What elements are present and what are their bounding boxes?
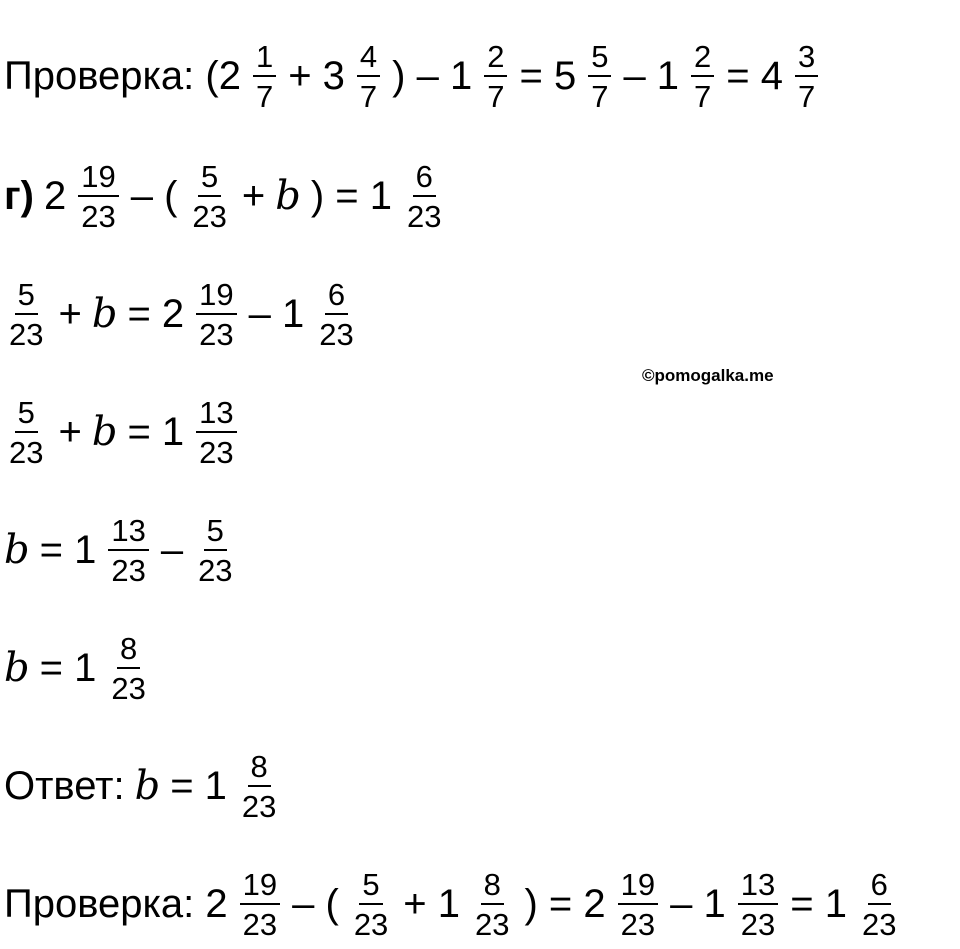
fraction bbox=[6, 394, 46, 470]
fraction bbox=[588, 38, 611, 114]
math-text: – 1 bbox=[670, 882, 726, 926]
denominator: 23 bbox=[475, 906, 510, 942]
math-text: + bbox=[58, 292, 82, 336]
numerator: 2 bbox=[691, 41, 714, 77]
fraction bbox=[240, 866, 280, 942]
fraction bbox=[78, 158, 118, 234]
math-text: + bbox=[241, 174, 266, 218]
math-text: = 1 bbox=[39, 646, 97, 690]
denominator: 23 bbox=[9, 434, 44, 470]
fraction bbox=[239, 748, 279, 824]
numerator: 5 bbox=[359, 869, 382, 905]
numerator: 4 bbox=[357, 41, 380, 77]
denominator: 23 bbox=[111, 670, 146, 706]
numerator: 1 bbox=[253, 41, 276, 77]
variable: b bbox=[275, 173, 301, 219]
math-text: = 5 bbox=[519, 54, 577, 98]
numerator: 5 bbox=[15, 279, 38, 315]
math-text: = 1 bbox=[790, 882, 847, 926]
denominator: 23 bbox=[353, 906, 389, 942]
variable: b bbox=[91, 291, 118, 337]
denominator: 7 bbox=[694, 78, 712, 114]
fraction bbox=[351, 866, 391, 942]
task-g-equation bbox=[4, 153, 447, 239]
numerator: 13 bbox=[196, 397, 236, 433]
denominator: 23 bbox=[740, 906, 776, 942]
variable: b bbox=[4, 645, 30, 691]
fraction bbox=[196, 394, 236, 470]
fraction bbox=[618, 866, 658, 942]
check-line-g bbox=[4, 861, 901, 947]
math-text: Проверка: 2 bbox=[4, 882, 228, 926]
fraction bbox=[859, 866, 899, 942]
fraction bbox=[253, 38, 276, 114]
math-text: + 1 bbox=[403, 882, 461, 926]
fraction bbox=[404, 158, 444, 234]
denominator: 7 bbox=[591, 78, 609, 114]
denominator: 7 bbox=[359, 78, 378, 114]
fraction bbox=[108, 512, 148, 588]
denominator: 23 bbox=[861, 906, 897, 942]
numerator: 5 bbox=[588, 41, 611, 77]
numerator: 6 bbox=[868, 869, 891, 905]
variable: b bbox=[91, 409, 118, 455]
math-text: – bbox=[160, 528, 184, 572]
denominator: 23 bbox=[407, 198, 442, 234]
numerator: 3 bbox=[795, 41, 818, 77]
math-text: ) – 1 bbox=[392, 54, 473, 98]
fraction bbox=[195, 512, 235, 588]
denominator: 23 bbox=[241, 788, 277, 824]
math-text: ) = 2 bbox=[524, 882, 606, 926]
numerator: 8 bbox=[117, 633, 140, 669]
denominator: 7 bbox=[487, 78, 505, 114]
denominator: 7 bbox=[255, 78, 274, 114]
task-label: г) bbox=[4, 174, 34, 218]
step-1 bbox=[4, 271, 359, 357]
step-2 bbox=[4, 389, 239, 475]
numerator: 2 bbox=[484, 41, 507, 77]
numerator: 5 bbox=[15, 397, 38, 433]
watermark: ©pomogalka.me bbox=[642, 366, 774, 385]
math-text: = 4 bbox=[726, 54, 784, 98]
numerator: 8 bbox=[248, 751, 271, 787]
numerator: 19 bbox=[78, 161, 118, 197]
step-3 bbox=[4, 507, 238, 593]
denominator: 23 bbox=[242, 906, 278, 942]
math-text: – ( bbox=[130, 174, 178, 218]
fraction bbox=[196, 276, 236, 352]
numerator: 19 bbox=[618, 869, 658, 905]
numerator: 5 bbox=[204, 515, 227, 551]
fraction bbox=[691, 38, 714, 114]
math-text: = 1 bbox=[170, 764, 227, 808]
denominator: 23 bbox=[319, 316, 354, 352]
math-text: = 2 bbox=[127, 292, 185, 336]
denominator: 23 bbox=[111, 552, 146, 588]
math-text: – 1 bbox=[248, 292, 305, 336]
numerator: 19 bbox=[196, 279, 236, 315]
denominator: 23 bbox=[9, 316, 44, 352]
variable: b bbox=[134, 763, 161, 809]
math-text: 2 bbox=[43, 174, 67, 218]
numerator: 6 bbox=[413, 161, 436, 197]
denominator: 23 bbox=[192, 198, 227, 234]
fraction bbox=[6, 276, 46, 352]
denominator: 23 bbox=[81, 198, 116, 234]
fraction bbox=[738, 866, 778, 942]
numerator: 6 bbox=[325, 279, 348, 315]
fraction bbox=[108, 630, 148, 706]
denominator: 23 bbox=[199, 316, 234, 352]
math-text: + bbox=[58, 410, 82, 454]
math-text: – 1 bbox=[623, 54, 680, 98]
math-text: = 1 bbox=[39, 528, 97, 572]
fraction bbox=[795, 38, 818, 114]
fraction bbox=[357, 38, 380, 114]
numerator: 19 bbox=[240, 869, 280, 905]
math-text: Проверка: (2 bbox=[4, 54, 241, 98]
math-text: – ( bbox=[292, 882, 339, 926]
math-text: ) = 1 bbox=[310, 174, 393, 218]
math-text: + 3 bbox=[288, 54, 345, 98]
denominator: 23 bbox=[620, 906, 656, 942]
numerator: 13 bbox=[738, 869, 778, 905]
numerator: 5 bbox=[198, 161, 221, 197]
variable: b bbox=[4, 527, 30, 573]
answer-line bbox=[4, 743, 281, 829]
fraction bbox=[472, 866, 512, 942]
denominator: 23 bbox=[198, 552, 233, 588]
step-4 bbox=[4, 625, 151, 711]
numerator: 8 bbox=[481, 869, 504, 905]
denominator: 23 bbox=[199, 434, 234, 470]
check-line-v bbox=[4, 33, 820, 119]
math-text: = 1 bbox=[127, 410, 185, 454]
math-text: Ответ: bbox=[4, 764, 125, 808]
numerator: 13 bbox=[108, 515, 148, 551]
fraction bbox=[484, 38, 507, 114]
fraction bbox=[189, 158, 229, 234]
denominator: 7 bbox=[798, 78, 816, 114]
fraction bbox=[316, 276, 356, 352]
